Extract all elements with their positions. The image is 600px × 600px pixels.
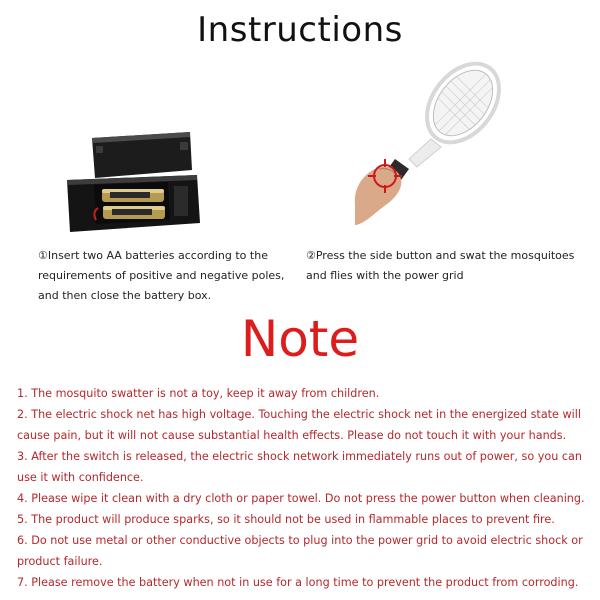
note-item-4: 4. Please wipe it clean with a dry cloth or paper towel. Do not press the power button when cleaning. — [17, 492, 585, 505]
step-2-text: ②Press the side button and swat the mosquitoes and flies with the power grid — [306, 249, 575, 282]
note-heading: Note — [240, 310, 360, 368]
note-item-6: 6. Do not use metal or other conductive objects to plug into the power grid to avoid electric shock or product failure. — [17, 534, 583, 568]
note-list — [17, 383, 597, 593]
racket-illustration — [335, 55, 525, 235]
battery-box-illustration — [62, 120, 232, 235]
note-item-2: 2. The electric shock net has high voltage. Touching the electric shock net in the energized state will cause pain, but it will not cause substantial health effects. Please do not touch it with your hands. — [17, 408, 581, 442]
note-item-3: 3. After the switch is released, the electric shock network immediately runs out of power, so you can use it with confidence. — [17, 450, 582, 484]
battery-box-photo — [62, 120, 232, 235]
note-item-5: 5. The product will produce sparks, so it should not be used in flammable places to prevent fire. — [17, 513, 555, 526]
step-1-text: ①Insert two AA batteries according to the requirements of positive and negative poles, and then close the battery box. — [38, 249, 285, 302]
page-title: Instructions — [197, 10, 403, 50]
note-item-1: 1. The mosquito swatter is not a toy, keep it away from children. — [17, 387, 380, 400]
note-item-7: 7. Please remove the battery when not in use for a long time to prevent the product from corroding. — [17, 576, 579, 589]
mosquito-racket-photo — [335, 55, 525, 235]
